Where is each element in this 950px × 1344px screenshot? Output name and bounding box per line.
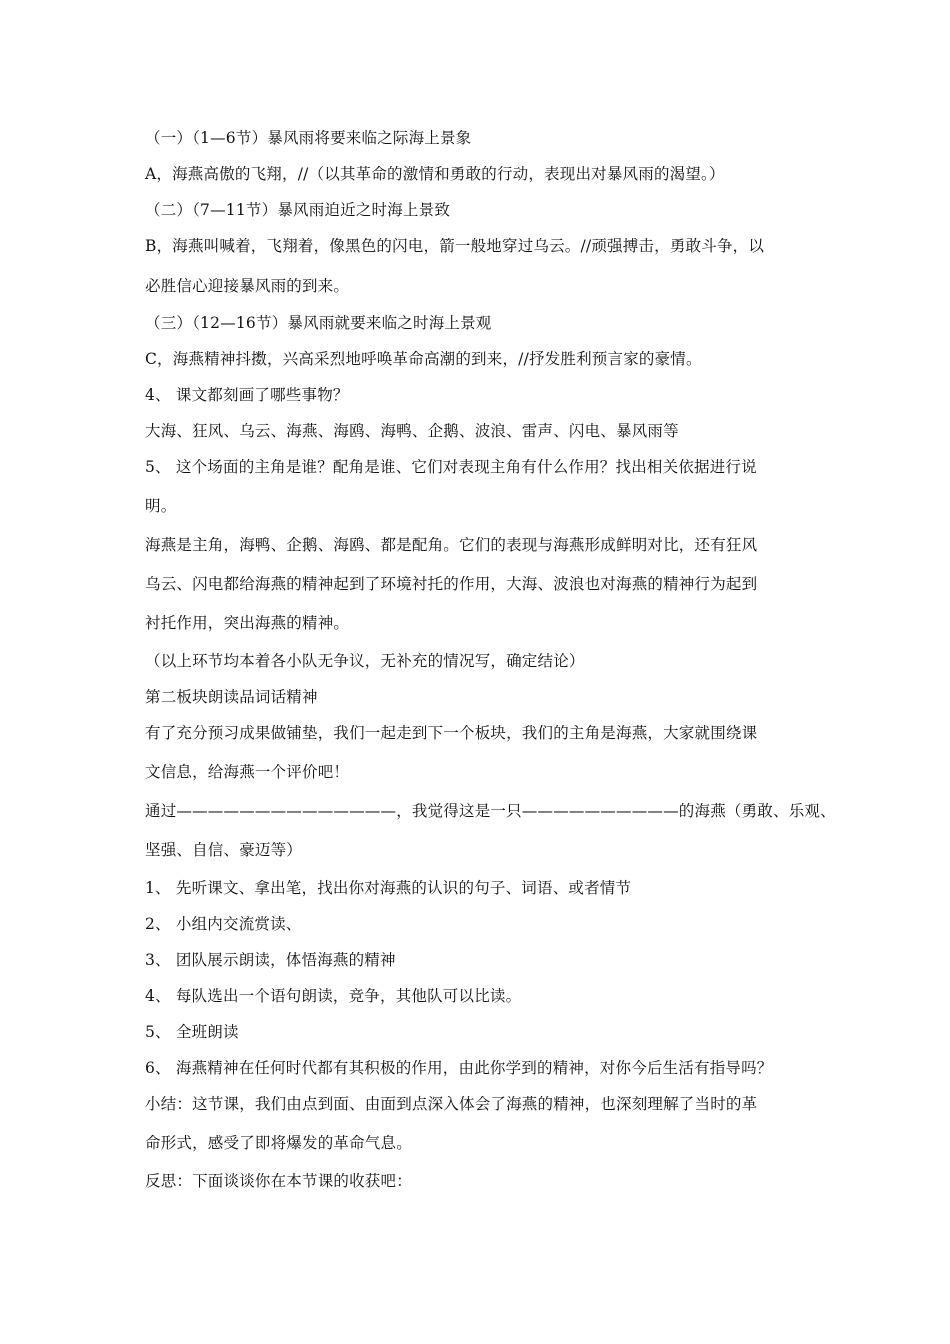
section-heading-3: （三）（12—16节）暴风雨就要来临之时海上景观: [145, 314, 492, 332]
paragraph-line: 明。: [145, 497, 177, 515]
list-item: 4、 每队选出一个语句朗读，竞争，其他队可以比读。: [145, 987, 522, 1005]
list-item: 3、 团队展示朗读，体悟海燕的精神: [145, 951, 396, 969]
paragraph-line: 坚强、自信、豪迈等）: [145, 841, 303, 859]
list-item: 2、 小组内交流赏读、: [145, 915, 302, 933]
section-title-2: 第二板块朗读品词话精神: [145, 688, 318, 706]
paragraph-line: 文信息，给海燕一个评价吧！: [145, 763, 350, 781]
list-item: 5、 全班朗读: [145, 1023, 239, 1041]
paragraph-line: 大海、狂风、乌云、海燕、海鸥、海鸭、企鹅、波浪、雷声、闪电、暴风雨等: [145, 422, 679, 440]
paragraph-line: 衬托作用，突出海燕的精神。: [145, 614, 350, 632]
paragraph-line: 必胜信心迎接暴风雨的到来。: [145, 277, 350, 295]
reflection-line: 反思：下面谈谈你在本节课的收获吧：: [145, 1172, 412, 1190]
paragraph-line: B，海燕叫喊着，飞翔着，像黑色的闪电，箭一般地穿过乌云。//顽强搏击，勇敢斗争，以: [145, 237, 765, 255]
question-4: 4、 课文都刻画了哪些事物？: [145, 386, 349, 404]
list-item: 6、 海燕精神在任何时代都有其积极的作用，由此你学到的精神，对你今后生活有指导吗？: [145, 1059, 773, 1077]
summary-line: 命形式，感受了即将爆发的革命气息。: [145, 1134, 412, 1152]
list-item: 1、 先听课文、拿出笔，找出你对海燕的认识的句子、词语、或者情节: [145, 879, 632, 897]
paragraph-line: 有了充分预习成果做铺垫，我们一起走到下一个板块，我们的主角是海燕，大家就围绕课: [145, 724, 758, 742]
paragraph-line: C，海燕精神抖擞，兴高采烈地呼唤革命高潮的到来，//抒发胜利预言家的豪情。: [145, 350, 702, 368]
summary-line: 小结：这节课，我们由点到面、由面到点深入体会了海燕的精神，也深刻理解了当时的革: [145, 1095, 758, 1113]
section-heading-1: （一）（1—6节）暴风雨将要来临之际海上景象: [145, 129, 472, 147]
paragraph-line: 通过——————————————，我觉得这是一只——————————的海燕（勇敢、乐观、: [145, 802, 836, 820]
paragraph-line: （以上环节均本着各小队无争议，无补充的情况写，确定结论）: [145, 652, 585, 670]
question-5: 5、 这个场面的主角是谁？配角是谁、它们对表现主角有什么作用？找出相关依据进行说: [145, 458, 757, 476]
paragraph-line: 海燕是主角，海鸭、企鹅、海鸥、都是配角。它们的表现与海燕形成鲜明对比，还有狂风: [145, 536, 758, 554]
section-heading-2: （二）（7—11节）暴风雨迫近之时海上景致: [145, 201, 451, 219]
paragraph-line: 乌云、闪电都给海燕的精神起到了环境衬托的作用，大海、波浪也对海燕的精神行为起到: [145, 575, 758, 593]
paragraph-line: A，海燕高傲的飞翔，//（以其革命的激情和勇敢的行动，表现出对暴风雨的渴望。）: [145, 165, 725, 183]
